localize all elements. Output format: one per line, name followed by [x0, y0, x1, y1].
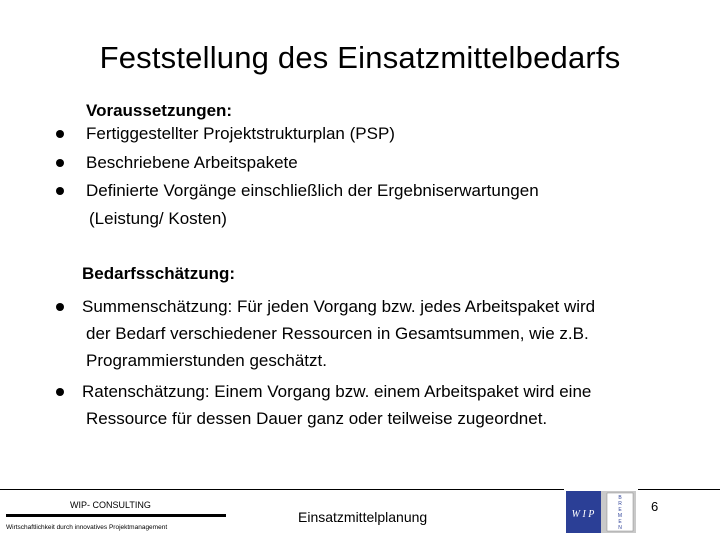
- list-item-line: Summenschätzung: Für jeden Vorgang bzw. jedes Arbeitspaket wird: [82, 297, 596, 316]
- list-item: Beschriebene Arbeitspakete: [86, 153, 298, 172]
- footer-topic: Einsatzmittelplanung: [298, 509, 428, 525]
- list-item: Definierte Vorgänge einschließlich der Ergebniserwartungen: [86, 181, 539, 200]
- section-heading-estimation: Bedarfsschätzung:: [82, 264, 236, 283]
- bullet-icon: [56, 159, 64, 167]
- slide-title: Feststellung des Einsatzmittelbedarfs: [99, 40, 621, 75]
- list-item-line: Programmierstunden geschätzt.: [86, 351, 327, 370]
- svg-text:M: M: [617, 513, 623, 519]
- logo-vertical-text: [618, 495, 622, 531]
- footer-tagline: Wirtschaftlichkeit durch innovatives Projektmanagement: [6, 524, 168, 531]
- svg-text:N: N: [618, 525, 622, 531]
- footer-underline: [6, 514, 226, 517]
- list-item-line: Ressource für dessen Dauer ganz oder teilweise zugeordnet.: [86, 409, 548, 428]
- svg-text:E: E: [618, 519, 622, 525]
- list-item-continuation: (Leistung/ Kosten): [89, 209, 227, 228]
- svg-text:R: R: [618, 501, 622, 507]
- list-item-line: der Bedarf verschiedener Ressourcen in Gesamtsummen, wie z.B.: [86, 324, 589, 343]
- page-number: 6: [651, 499, 659, 514]
- bullet-icon: [56, 388, 64, 396]
- list-item: Fertiggestellter Projektstrukturplan (PSP): [86, 124, 395, 143]
- svg-text:E: E: [618, 507, 622, 513]
- svg-text:B: B: [618, 495, 622, 501]
- bullet-icon: [56, 187, 64, 195]
- footer-company: WIP- CONSULTING: [70, 500, 151, 510]
- section-heading-prerequisites: Voraussetzungen:: [86, 101, 233, 120]
- logo-text: W I P: [571, 509, 595, 520]
- bullet-icon: [56, 130, 64, 138]
- bullet-icon: [56, 303, 64, 311]
- list-item-line: Ratenschätzung: Einem Vorgang bzw. einem Arbeitspaket wird eine: [82, 382, 592, 401]
- wip-bremen-logo: [564, 489, 638, 535]
